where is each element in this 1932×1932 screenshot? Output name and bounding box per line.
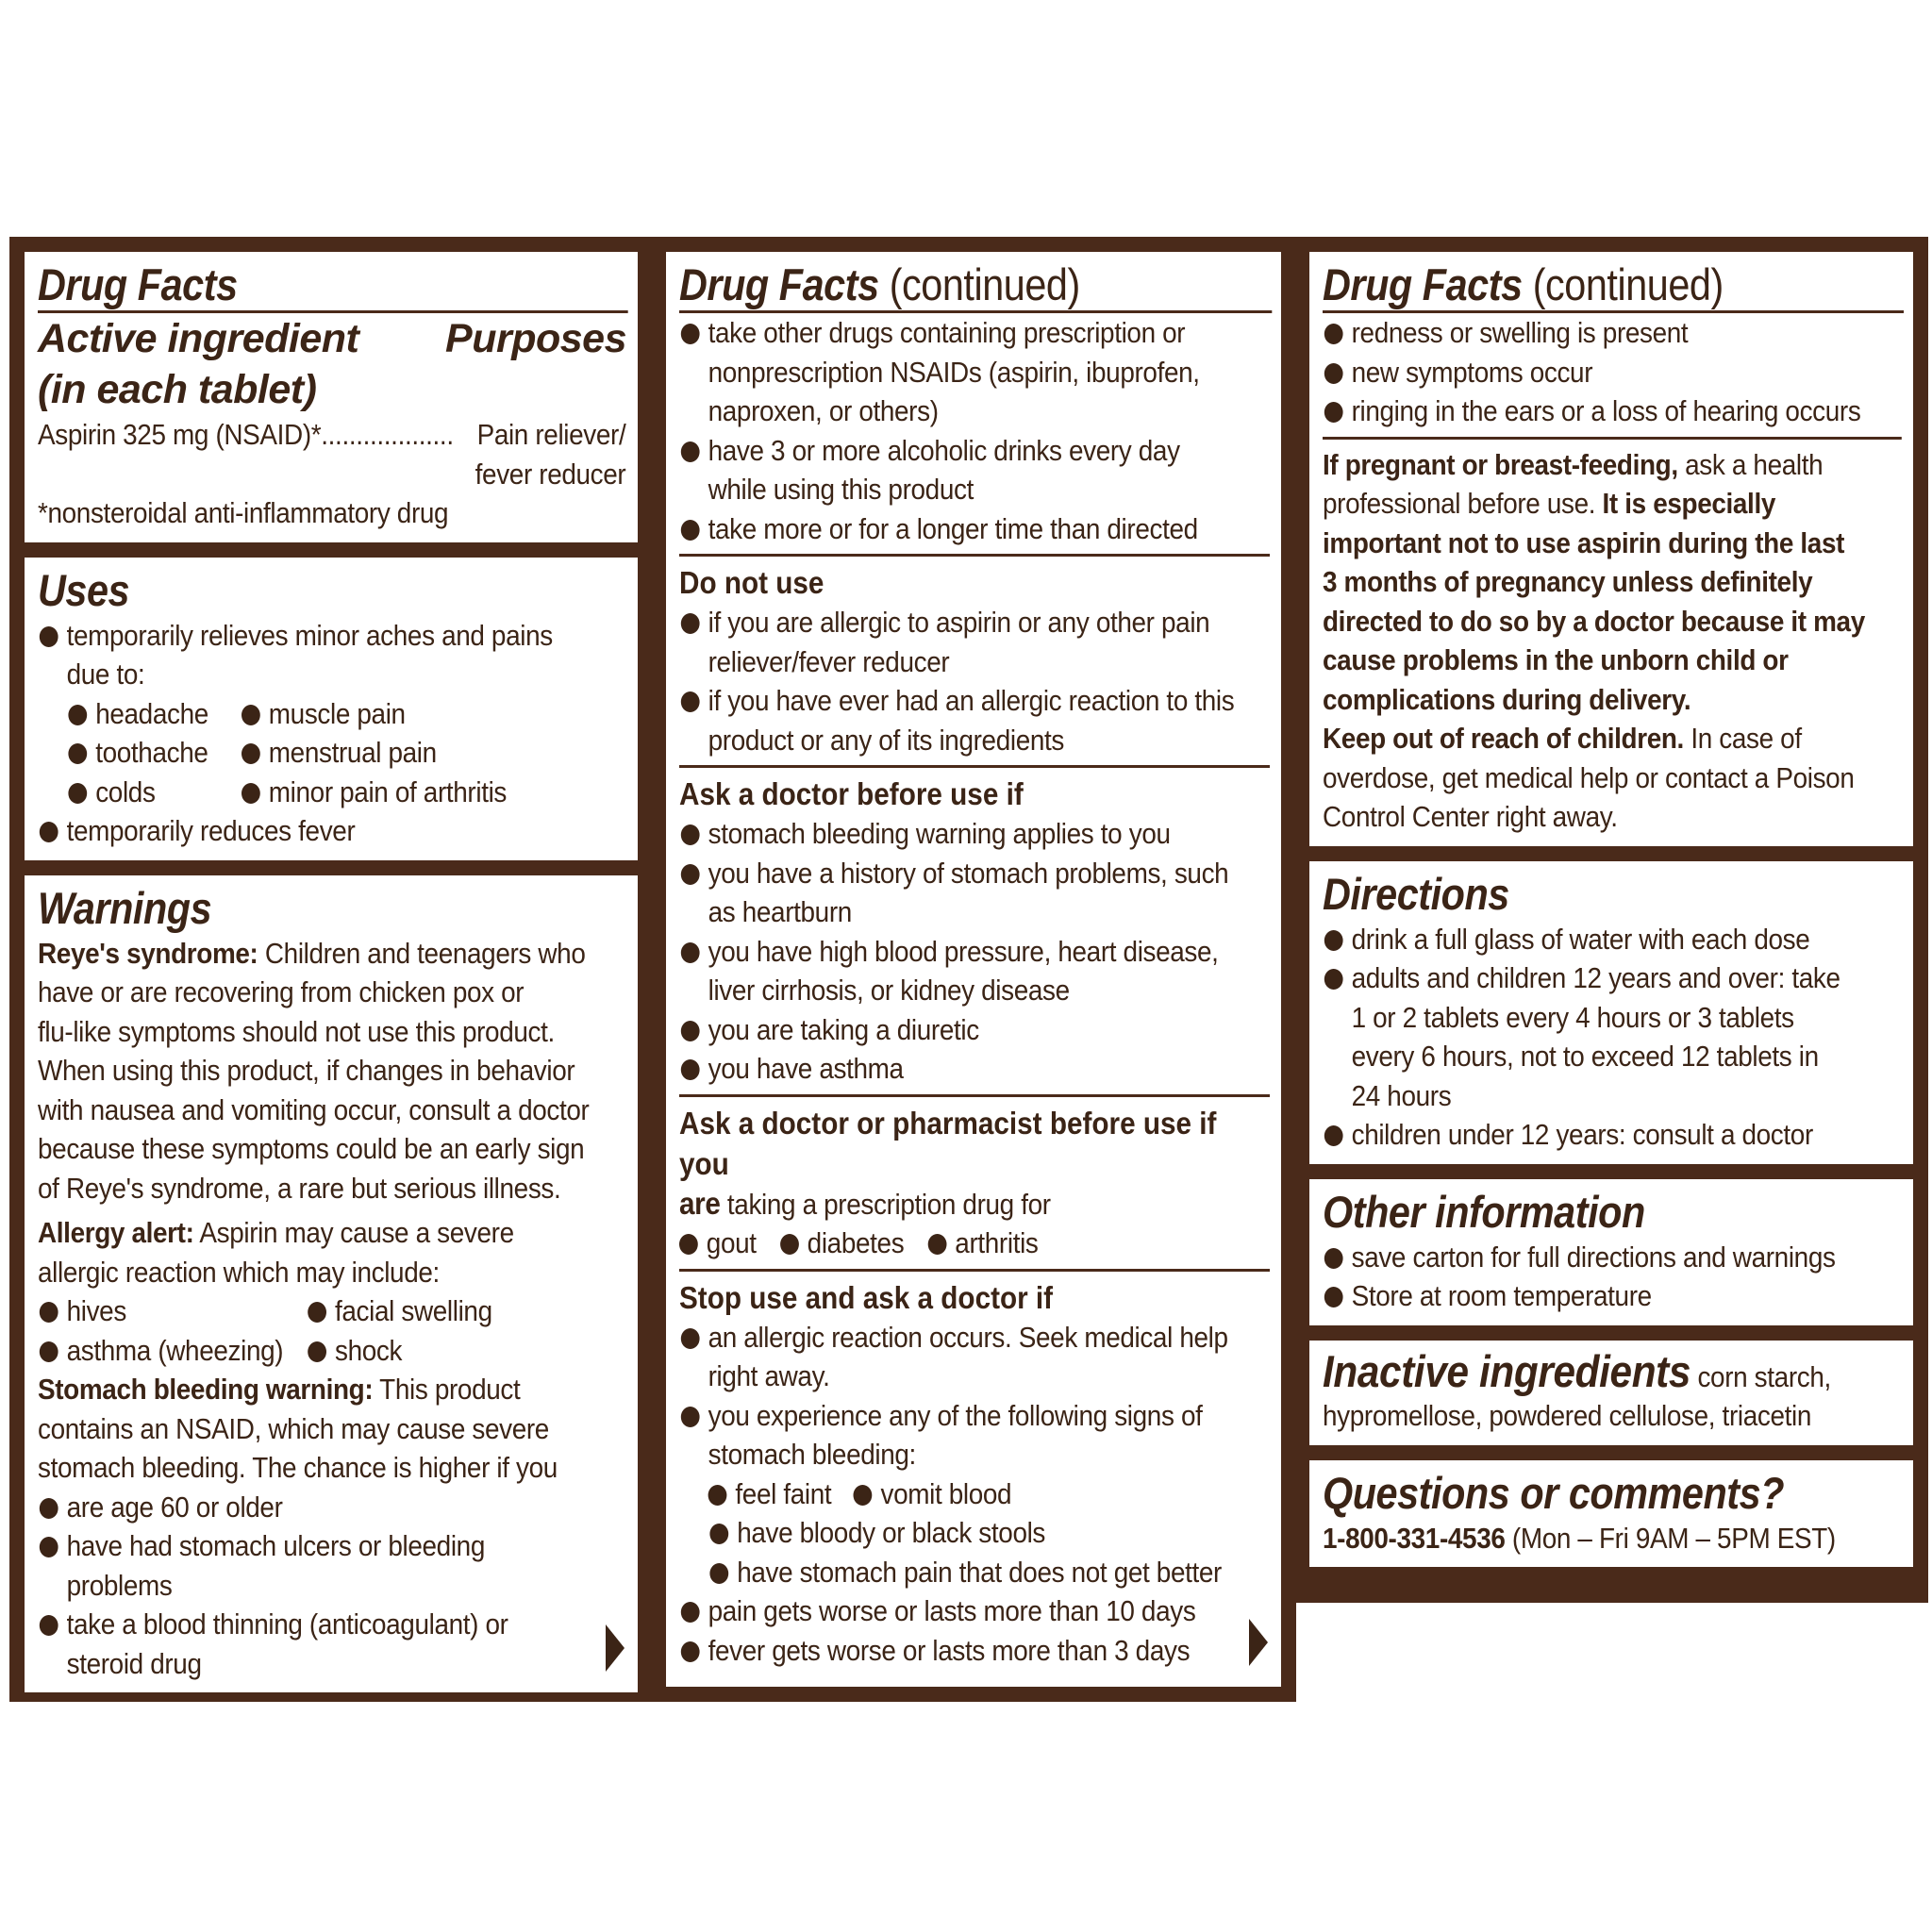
active-ingredient-box: [25, 252, 638, 542]
uses-item: [38, 616, 625, 694]
uses-sub-item: menstrual pain: [240, 733, 437, 773]
allergy-text: Aspirin may cause a severe: [193, 1216, 514, 1249]
phone-hours: (Mon – Fri 9AM – 5PM EST): [1505, 1521, 1836, 1555]
item-text: stomach bleeding:: [708, 1438, 916, 1471]
item-text: you experience any of the following signs of: [708, 1398, 1203, 1432]
title-suffix: (continued): [1522, 259, 1724, 309]
reye-text: with nausea and vomiting occur, consult a doctor: [38, 1092, 590, 1126]
do-not-use-section: [679, 554, 1270, 759]
pregnancy-bold: cause problems in the unborn child or: [1323, 643, 1789, 676]
allergy-row: [38, 1291, 625, 1331]
reye-label: Reye's syndrome:: [38, 936, 258, 970]
pharm-text: taking a prescription drug for: [720, 1187, 1051, 1221]
allergy-paragraph: [38, 1213, 625, 1370]
ingredient-text: Aspirin 325 mg (NSAID)*...................: [38, 418, 454, 451]
stop-use-item: [679, 1396, 1269, 1474]
other-info-item: Store at room temperature: [1323, 1276, 1901, 1316]
keep-out-text: overdose, get medical help or contact a Poison: [1323, 760, 1855, 794]
uses-text: temporarily relieves minor aches and pains: [66, 618, 553, 652]
purpose-line1: Pain reliever/: [476, 418, 626, 451]
panel-title: [679, 259, 1272, 313]
do-not-use-heading: Do not use: [679, 565, 824, 600]
uses-sub-row: [67, 733, 626, 773]
uses-sub-item: muscle pain: [240, 694, 406, 734]
uses-sub-row: [67, 694, 626, 734]
stomach-text: contains an NSAID, which may cause severe: [38, 1411, 549, 1445]
inactive-ingredients-box: [1309, 1341, 1913, 1445]
keep-out-label: Keep out of reach of children.: [1323, 722, 1684, 755]
item-text: nonprescription NSAIDs (aspirin, ibuprofen,: [708, 355, 1200, 389]
directions-title: Directions: [1323, 868, 1509, 919]
warnings-box: [25, 875, 638, 1693]
ask-pharmacist-line: [679, 1184, 1269, 1224]
inactive-title: Inactive ingredients: [1323, 1345, 1691, 1396]
warning-item: [679, 431, 1269, 509]
continued-box: [666, 252, 1281, 1687]
inactive-text: hypromellose, powdered cellulose, triacetin: [1323, 1399, 1812, 1432]
warning-item: [679, 313, 1269, 431]
stomach-text: This product: [373, 1373, 521, 1406]
purpose-text: [475, 415, 626, 493]
stop-use-heading: Stop use and ask a doctor if: [679, 1279, 1054, 1315]
do-not-use-item: [679, 681, 1269, 759]
do-not-use-list: [679, 603, 1269, 759]
stomach-item-text: steroid drug: [66, 1646, 202, 1680]
pharm-item: gout: [679, 1224, 757, 1263]
ask-doctor-list: [679, 814, 1269, 1089]
pregnancy-bold: directed to do so by a doctor because it may: [1323, 604, 1865, 638]
allergy-label: Allergy alert:: [38, 1216, 194, 1249]
stop-sub-item: feel faint: [708, 1474, 832, 1514]
reye-text: flu-like symptoms should not use this product.: [38, 1014, 555, 1048]
warning-item: redness or swelling is present: [1323, 313, 1901, 353]
ask-doctor-item: [679, 854, 1269, 932]
directions-item: children under 12 years: consult a doctor: [1323, 1115, 1901, 1155]
pregnancy-text: professional before use.: [1323, 487, 1596, 520]
pregnancy-bold: important not to use aspirin during the last: [1323, 525, 1845, 559]
stop-use-item: pain gets worse or lasts more than 10 days: [679, 1591, 1269, 1631]
active-heading-line2: (in each tablet): [38, 367, 317, 412]
purposes-heading: Purposes: [445, 316, 626, 361]
title-text: Drug Facts: [1323, 259, 1523, 309]
item-text: take other drugs containing prescription or: [708, 316, 1186, 349]
continued-list: [679, 313, 1269, 548]
uses-sub-item: toothache: [67, 733, 241, 773]
stomach-label: Stomach bleeding warning:: [38, 1373, 374, 1406]
item-text: product or any of its ingredients: [708, 723, 1064, 757]
stomach-item-text: have had stomach ulcers or bleeding: [66, 1529, 485, 1562]
item-text: adults and children 12 years and over: take: [1351, 961, 1840, 994]
active-heading-line1: Active ingredient: [38, 316, 359, 361]
uses-title: Uses: [38, 564, 130, 615]
stop-sub-item: vomit blood: [854, 1474, 1012, 1514]
phone-number[interactable]: 1-800-331-4536: [1323, 1521, 1506, 1555]
uses-list: [38, 616, 625, 851]
uses-sub-item: colds: [67, 773, 241, 812]
item-text: reliever/fever reducer: [708, 644, 950, 678]
stop-use-item: fever gets worse or lasts more than 3 days: [679, 1631, 1269, 1671]
ask-doctor-item: you are taking a diuretic: [679, 1010, 1269, 1050]
continue-arrow-icon: [606, 1624, 625, 1672]
item-text: every 6 hours, not to exceed 12 tablets in: [1351, 1040, 1819, 1073]
directions-item: drink a full glass of water with each dose: [1323, 920, 1901, 959]
stop-sub-item: have bloody or black stools: [708, 1513, 1270, 1553]
drug-facts-panel-3: [1296, 237, 1928, 1603]
allergy-row: [38, 1331, 625, 1371]
active-heading: [38, 313, 358, 415]
directions-box: [1309, 861, 1913, 1164]
reye-paragraph: [38, 934, 625, 1208]
stop-sub-item: have stomach pain that does not get better: [708, 1553, 1270, 1592]
questions-title: Questions or comments?: [1323, 1467, 1785, 1518]
other-info-title: Other information: [1323, 1186, 1645, 1237]
panel-title: [1323, 259, 1904, 313]
item-text: have 3 or more alcoholic drinks every day: [708, 433, 1180, 467]
pharm-bold: are: [679, 1185, 721, 1221]
item-text: while using this product: [708, 473, 974, 506]
reye-text: because these symptoms could be an early sign: [38, 1132, 585, 1165]
title-suffix: (continued): [878, 259, 1080, 309]
other-info-item: save carton for full directions and warnings: [1323, 1238, 1901, 1277]
stomach-item: are age 60 or older: [38, 1488, 625, 1527]
warnings-title: Warnings: [38, 882, 212, 933]
stomach-item-text: problems: [66, 1568, 173, 1602]
keep-out-text: In case of: [1683, 722, 1802, 755]
item-text: you have a history of stomach problems, such: [708, 856, 1229, 890]
do-not-use-item: [679, 603, 1269, 681]
pregnancy-paragraph: [1323, 445, 1901, 720]
stomach-text: stomach bleeding. The chance is higher if you: [38, 1451, 558, 1484]
item-text: as heartburn: [708, 895, 852, 928]
pharm-item: diabetes: [780, 1224, 904, 1263]
reye-text: When using this product, if changes in behavior: [38, 1054, 575, 1087]
directions-item: [1323, 958, 1901, 1115]
keep-out-paragraph: [1323, 719, 1901, 837]
reye-text: have or are recovering from chicken pox or: [38, 975, 525, 1008]
uses-text: due to:: [66, 658, 145, 691]
item-text: an allergic reaction occurs. Seek medical help: [708, 1320, 1228, 1354]
directions-list: [1323, 920, 1901, 1155]
pregnancy-bold: complications during delivery.: [1323, 682, 1691, 716]
title-text: Drug Facts: [38, 259, 238, 309]
continued-list: [1323, 313, 1901, 440]
pharm-item: arthritis: [927, 1224, 1038, 1263]
warning-item: ringing in the ears or a loss of hearing occurs: [1323, 391, 1901, 431]
allergy-item: hives: [38, 1291, 306, 1331]
uses-box: [25, 558, 638, 860]
pregnancy-label: If pregnant or breast-feeding,: [1323, 447, 1678, 481]
stomach-paragraph: [38, 1370, 625, 1683]
stop-use-list: [679, 1318, 1269, 1671]
stomach-item: [38, 1605, 625, 1683]
footnote: *nonsteroidal anti-inflammatory drug: [38, 496, 449, 529]
other-info-box: [1309, 1179, 1913, 1325]
allergy-text: allergic reaction which may include:: [38, 1255, 440, 1289]
ingredient-row: [38, 415, 625, 493]
uses-sub-item: minor pain of arthritis: [240, 773, 507, 812]
drug-facts-panel-2: [653, 237, 1296, 1702]
inactive-paragraph: [1323, 1345, 1901, 1436]
panel-title: [38, 259, 628, 313]
drug-facts-panel-1: [9, 237, 653, 1702]
phone-line: [1323, 1519, 1901, 1558]
stop-use-section: [679, 1269, 1270, 1671]
uses-sub-row: [67, 773, 626, 812]
keep-out-text: Control Center right away.: [1323, 800, 1618, 833]
pregnancy-bold: It is especially: [1595, 487, 1775, 520]
allergy-item: shock: [306, 1331, 402, 1371]
uses-item: temporarily reduces fever: [38, 811, 625, 851]
pregnancy-bold: 3 months of pregnancy unless definitely: [1323, 565, 1813, 598]
reye-text: Children and teenagers who: [258, 936, 586, 970]
ask-doctor-item: you have asthma: [679, 1049, 1269, 1089]
uses-sub-item: headache: [67, 694, 241, 734]
stomach-item-text: take a blood thinning (anticoagulant) or: [66, 1607, 508, 1641]
item-text: if you have ever had an allergic reaction to this: [708, 684, 1235, 717]
allergy-item: facial swelling: [306, 1291, 491, 1331]
title-text: Drug Facts: [679, 259, 879, 309]
stop-sub-row: [708, 1474, 1270, 1514]
reye-text: of Reye's syndrome, a rare but serious illness.: [38, 1171, 561, 1205]
ask-doctor-heading: Ask a doctor before use if: [679, 776, 1024, 811]
ask-doctor-item: [679, 932, 1269, 1010]
warning-item: take more or for a longer time than directed: [679, 509, 1269, 549]
warning-item: new symptoms occur: [1323, 353, 1901, 392]
stomach-item: [38, 1526, 625, 1605]
item-text: liver cirrhosis, or kidney disease: [708, 974, 1070, 1007]
continue-arrow-icon: [1249, 1619, 1268, 1666]
questions-box: [1309, 1460, 1913, 1568]
active-heading-row: [38, 313, 626, 415]
stop-use-item: [679, 1318, 1269, 1396]
ask-pharmacist-section: [679, 1094, 1270, 1263]
item-text: 1 or 2 tablets every 4 hours or 3 tablets: [1351, 1000, 1794, 1034]
item-text: 24 hours: [1351, 1078, 1452, 1112]
ask-pharmacist-items: [679, 1224, 1269, 1263]
continued-box-3: [1309, 252, 1913, 846]
allergy-item: asthma (wheezing): [38, 1331, 306, 1371]
pregnancy-text: ask a health: [1677, 447, 1824, 481]
inactive-text: corn starch,: [1690, 1359, 1831, 1393]
purpose-line2: fever reducer: [475, 457, 626, 491]
ask-doctor-item: stomach bleeding warning applies to you: [679, 814, 1269, 854]
item-text: naproxen, or others): [708, 394, 939, 427]
item-text: right away.: [708, 1359, 830, 1392]
item-text: you have high blood pressure, heart disease,: [708, 934, 1219, 968]
other-info-list: [1323, 1238, 1901, 1316]
item-text: if you are allergic to aspirin or any other pain: [708, 606, 1210, 639]
ask-pharmacist-heading: Ask a doctor or pharmacist before use if you: [679, 1105, 1217, 1181]
ask-doctor-section: [679, 765, 1270, 1089]
